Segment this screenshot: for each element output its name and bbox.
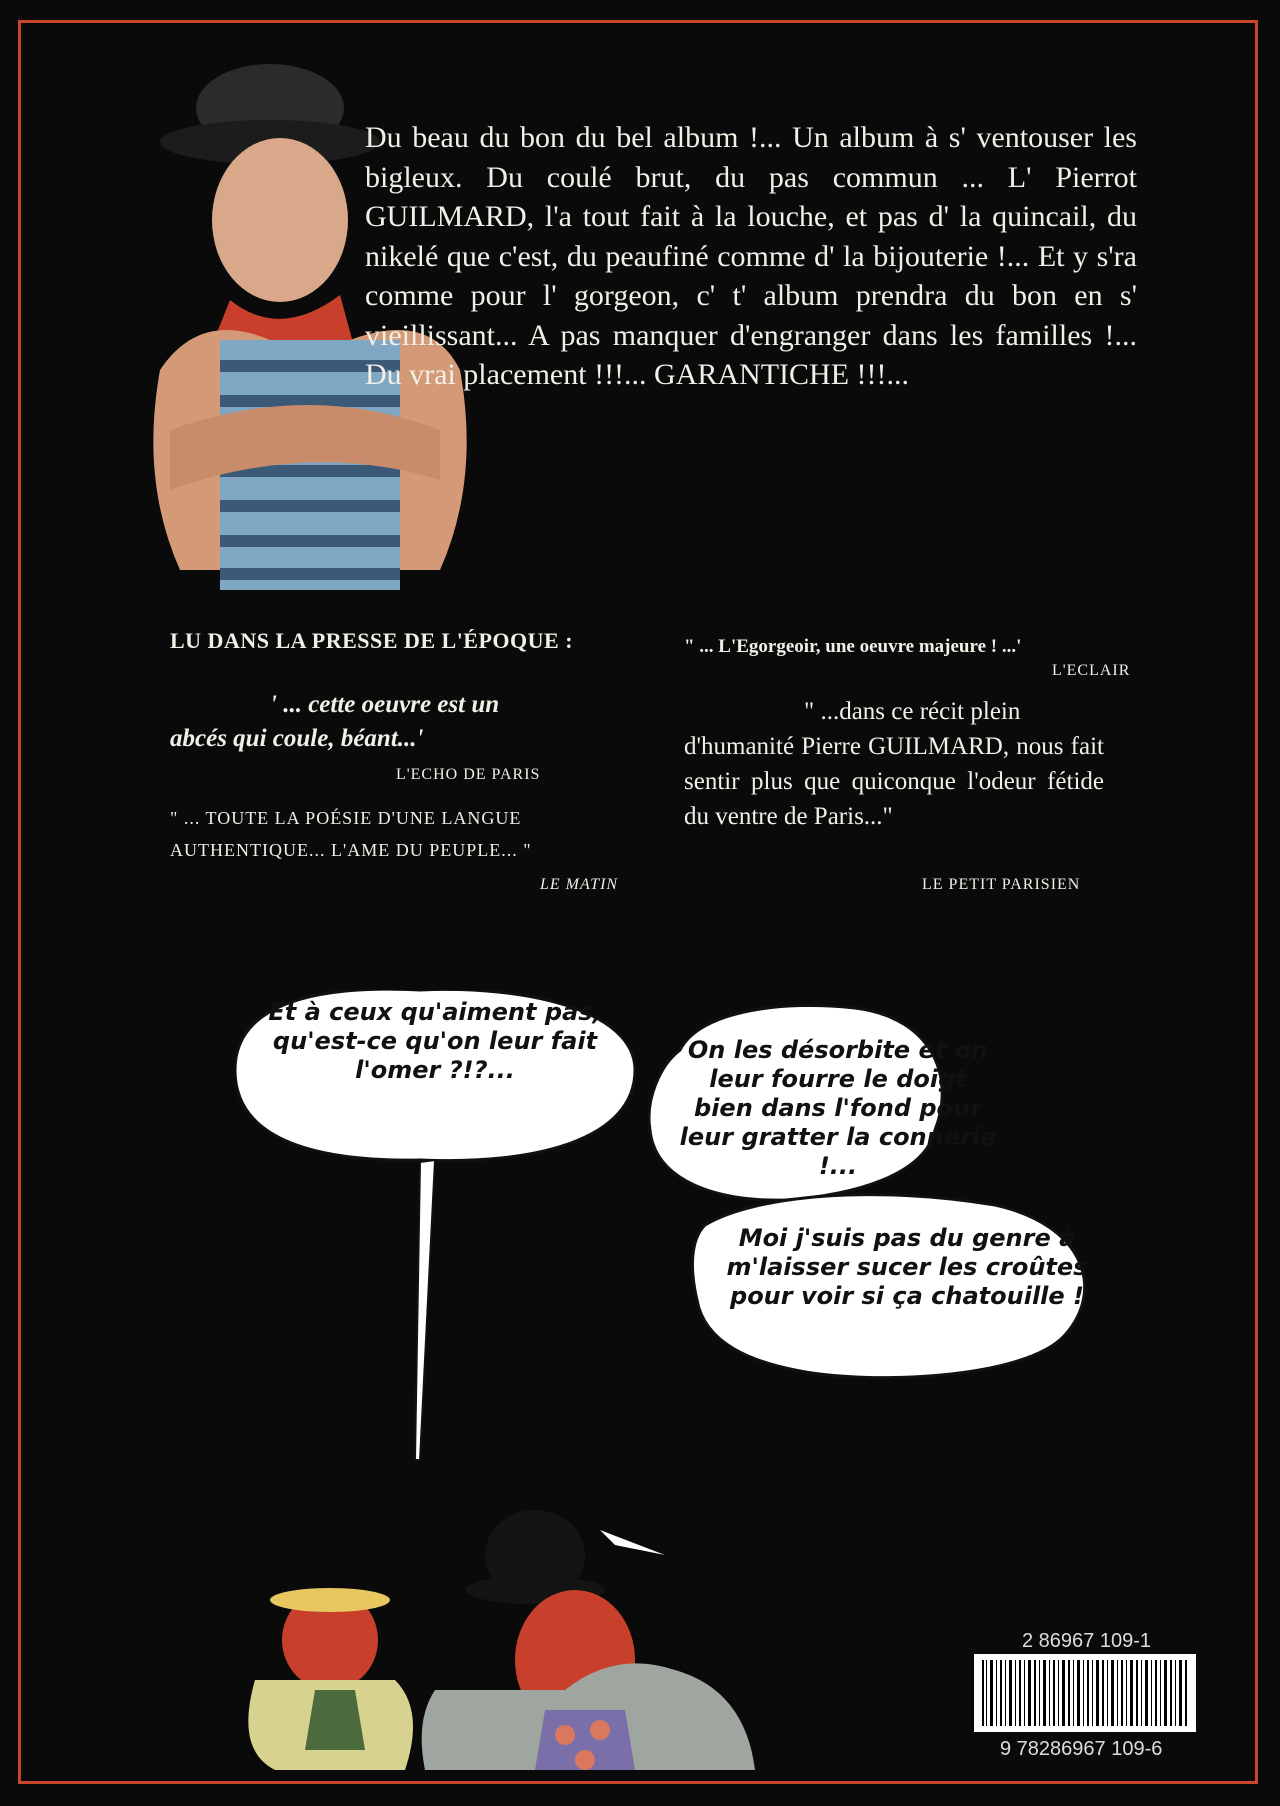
barcode-image bbox=[974, 1654, 1196, 1732]
press-heading: LU DANS LA PRESSE DE L'ÉPOQUE : bbox=[170, 628, 574, 653]
quote-line: ' ... cette oeuvre est un bbox=[270, 691, 500, 718]
cover-blurb bbox=[365, 118, 1137, 395]
quote-le-matin bbox=[170, 802, 600, 866]
quote-line: d'humanité Pierre GUILMARD, nous fait sentir plus que quiconque l'odeur fétide du ventre de Paris..." bbox=[684, 733, 1104, 830]
quote-line: " ... TOUTE LA POÉSIE D'UNE LANGUE bbox=[170, 808, 522, 828]
quote-source: LE PETIT PARISIEN bbox=[922, 876, 1081, 893]
speech-bubble-3: Moi j'suis pas du genre à m'laisser sucer les croûtes pour voir si ça chatouille ! bbox=[726, 1224, 1088, 1310]
quote-source: LE MATIN bbox=[540, 876, 619, 893]
quote-echo-de-paris bbox=[170, 688, 600, 756]
speech-bubble-1: Et à ceux qu'aiment pas, qu'est-ce qu'on leur fait l'omer ?!?... bbox=[268, 998, 602, 1084]
quote-leclair: " ... L'Egorgeoir, une oeuvre majeure ! ...' bbox=[684, 636, 1022, 657]
ean-number: 9 78286967 109-6 bbox=[1000, 1738, 1163, 1760]
isbn-number: 2 86967 109-1 bbox=[1022, 1630, 1152, 1652]
speech-bubble-2: On les désorbite et on leur fourre le doigt bien dans l'fond pour leur gratter la connerie !... bbox=[679, 1036, 997, 1180]
quote-source: L'ECLAIR bbox=[1052, 662, 1131, 679]
quote-source: L'ECHO DE PARIS bbox=[396, 766, 541, 783]
quote-line: " ...dans ce récit plein bbox=[804, 698, 1021, 725]
quote-line: AUTHENTIQUE... L'AME DU PEUPLE... " bbox=[170, 840, 532, 860]
blurb-text: Du beau du bon du bel album !... Un album à s' ventouser les bigleux. Du coulé brut, du pas commun ... L' Pierrot GUILMARD, l'a tout fait à la louche, et pas d' la quincail, du nikelé que c'est, du peaufiné comme d' la bijouterie !... Et y s'ra comme pour l' gorgeon, c' t' album prendra du bon en s' vieillissant... A pas manquer d'engranger dans les familles !... Du vrai placement !!!... GARANTICHE !!!... bbox=[365, 121, 1137, 391]
quote-line: abcés qui coule, béant...' bbox=[170, 725, 424, 752]
quote-petit-parisien bbox=[684, 694, 1104, 834]
